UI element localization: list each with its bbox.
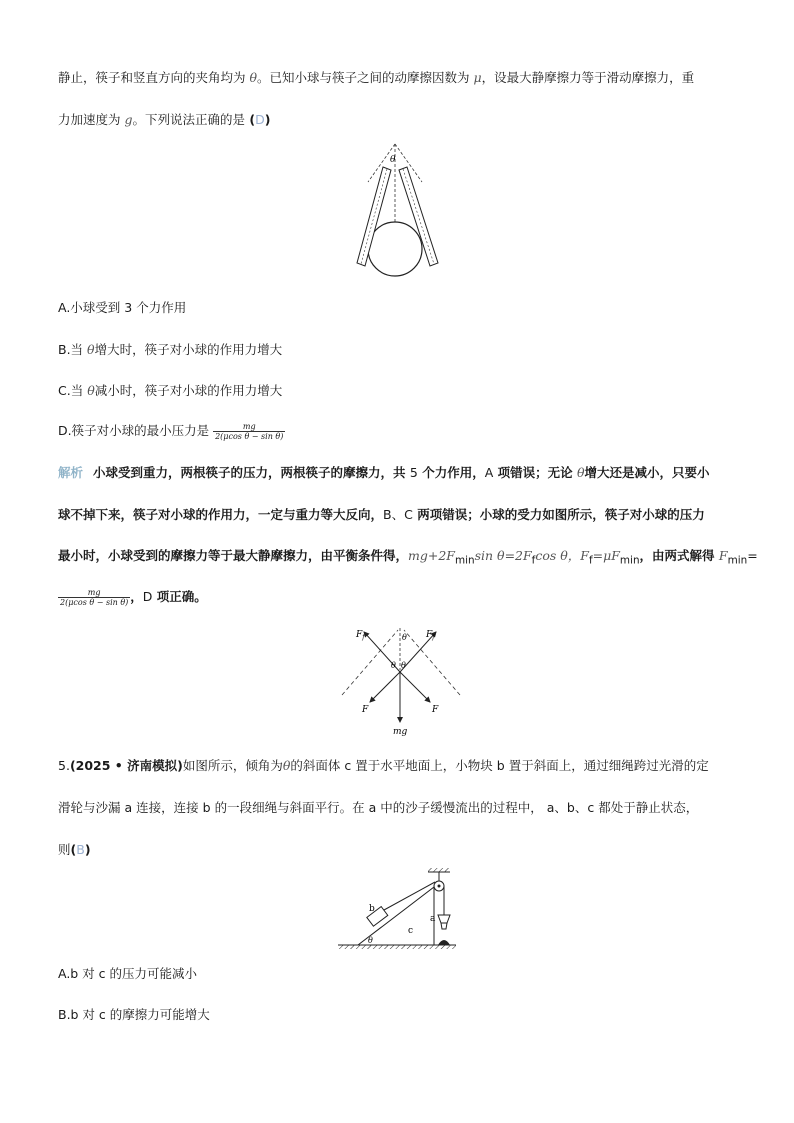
incline-pulley-figure: [338, 865, 458, 951]
ff-right-label: $F_f$: [426, 630, 435, 641]
sand-hourglass-a: [438, 915, 450, 923]
label-c: c: [408, 926, 414, 936]
theta-top-label: θ: [402, 633, 407, 642]
analysis-line4: $\frac{mg}{\text{2(μcos θ − sin θ)}}$ ，D 项正确。: [60, 588, 207, 607]
theta-symbol: θ: [249, 70, 258, 85]
problem5-line2: 滑轮与沙漏 a 连接，连接 b 的一段细绳与斜面平行。在 a 中的沙子缓慢流出的过程中， a、b、c 都处于静止状态，: [58, 800, 699, 815]
analysis-line1: 解析 小球受到重力，两根筷子的压力，两根筷子的摩擦力，共 5 个力作用，A 项错误；无论 θ增大还是减小，只要小: [58, 465, 710, 480]
normal-right-arrow: [400, 672, 430, 702]
force-diagram: [336, 620, 466, 740]
problem5-option-b: B.b 对 c 的摩擦力可能增大: [58, 1007, 210, 1022]
label-b: b: [369, 904, 375, 914]
answer-key: D: [255, 112, 265, 127]
ball: [368, 222, 422, 276]
f-right-label: F: [432, 705, 439, 715]
problem5-line3: 则(B): [58, 842, 91, 857]
left-chopstick-dashed: [342, 630, 398, 695]
analysis-line3: 最小时，小球受到的摩擦力等于最大静摩擦力，由平衡条件得，$mg+2F_{min}\sin$ $\theta=2F_f\cos$ θ，$F_f=\mu F_{min}$，由两式解得 $F_{min}=$: [58, 548, 758, 567]
problem4-stem-line2: 力加速度为 g。下列说法正确的是 (D): [58, 112, 271, 127]
label-a: a: [430, 914, 436, 924]
option-d: D.筷子对小球的最小压力是 $\frac{mg}{\text{2(μcos θ − sin θ)}}$: [58, 422, 284, 441]
chopsticks-ball-figure: [340, 142, 450, 282]
theta-mid-left-label: θ: [391, 661, 396, 670]
g-symbol: g: [124, 112, 133, 127]
mg-label: mg: [393, 727, 408, 737]
f-left-label: F: [362, 705, 369, 715]
ceiling-hatch: [428, 868, 450, 872]
answer-key: B: [76, 842, 85, 857]
mu-symbol: μ: [473, 70, 482, 85]
analysis-tag: 解析: [58, 465, 84, 480]
option-d-fraction: $\frac{mg}{\text{2(μcos θ − sin θ)}}$: [215, 422, 284, 441]
label-theta: θ: [368, 936, 373, 945]
problem5-option-a: A.b 对 c 的压力可能减小: [58, 966, 198, 981]
option-b: B.当 θ增大时，筷子对小球的作用力增大: [58, 342, 283, 357]
option-a: A.小球受到 3 个力作用: [58, 300, 187, 315]
figure1-theta-label: θ: [390, 155, 396, 165]
ff-left-label: $F_f$: [356, 630, 365, 641]
analysis-line2: 球不掉下来，筷子对小球的作用力，一定与重力等大反向，B、C 两项错误；小球的受力如图所示，筷子对小球的压力: [58, 507, 705, 522]
problem5-line1: 5.(2025 • 济南模拟)如图所示，倾角为θ的斜面体 c 置于水平地面上，小物块 b 置于斜面上，通过细绳跨过光滑的定: [58, 758, 709, 773]
analysis-fraction: $\frac{mg}{\text{2(μcos θ − sin θ)}}$: [60, 588, 129, 607]
ground-hatch: [338, 945, 456, 949]
sand-pile: [438, 940, 450, 945]
normal-left-arrow: [370, 672, 400, 702]
theta-mid-right-label: θ: [401, 661, 406, 670]
option-c: C.当 θ减小时，筷子对小球的作用力增大: [58, 383, 283, 398]
problem4-stem-line1: 静止，筷子和竖直方向的夹角均为 θ。已知小球与筷子之间的动摩擦因数为 μ，设最大静摩擦力等于滑动摩擦力，重: [58, 70, 695, 85]
